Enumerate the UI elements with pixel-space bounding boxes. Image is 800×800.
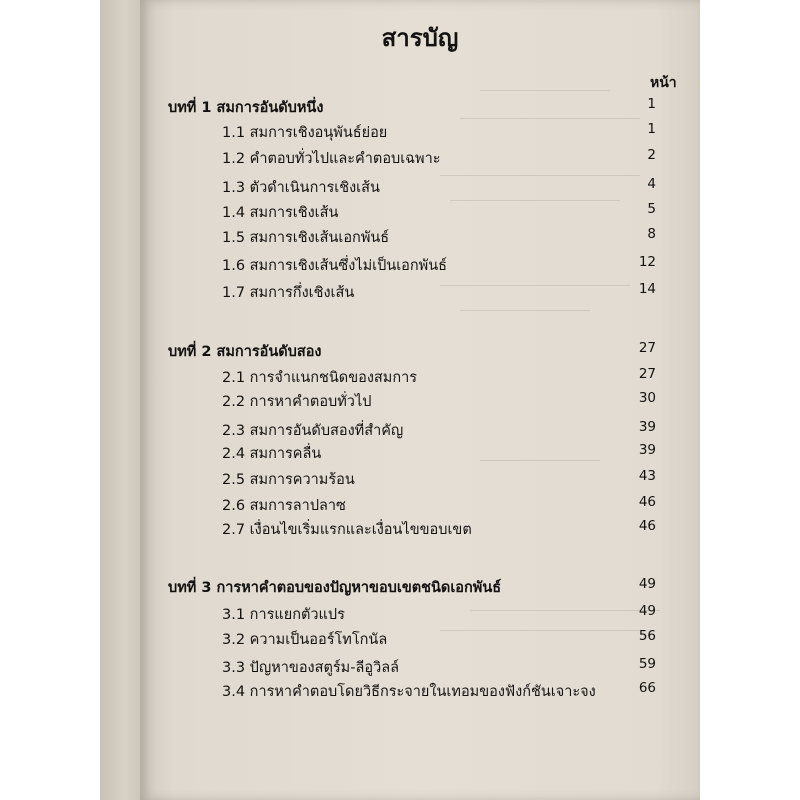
toc-label: 1.2 คำตอบทั่วไปและคำตอบเฉพาะ	[222, 151, 441, 167]
toc-label: 1.5 สมการเชิงเส้นเอกพันธ์	[222, 230, 390, 246]
show-through-line	[460, 118, 640, 119]
toc-entry	[140, 201, 700, 223]
toc-label: 2.5 สมการความร้อน	[222, 472, 355, 488]
toc-entry	[140, 340, 700, 362]
toc-page: 27	[638, 366, 656, 382]
toc-label: 2.1 การจำแนกชนิดของสมการ	[222, 370, 418, 386]
toc-label: 3.1 การแยกตัวแปร	[222, 607, 345, 623]
toc-page: 4	[647, 176, 656, 192]
toc-entry	[140, 366, 700, 388]
toc-page: 49	[638, 603, 656, 619]
toc-label: 1.6 สมการเชิงเส้นซึ่งไม่เป็นเอกพันธ์	[222, 258, 447, 274]
toc-label: 1.4 สมการเชิงเส้น	[222, 205, 339, 221]
toc-page: 1	[647, 96, 656, 112]
toc-label: 2.4 สมการคลื่น	[222, 446, 322, 462]
toc-entry	[140, 254, 700, 276]
toc-entry	[140, 603, 700, 625]
toc-label: 3.3 ปัญหาของสตูร์ม-ลีอูวิลล์	[222, 660, 399, 676]
toc-entry	[140, 518, 700, 540]
book-page	[140, 0, 700, 800]
toc-entry	[140, 226, 700, 248]
toc-entry	[140, 121, 700, 143]
toc-page: 5	[647, 201, 656, 217]
toc-entry	[140, 494, 700, 516]
toc-entry	[140, 628, 700, 650]
toc-entry	[140, 468, 700, 490]
toc-entry	[140, 390, 700, 412]
toc-label: 2.3 สมการอันดับสองที่สำคัญ	[222, 423, 404, 439]
toc-page: 2	[647, 147, 656, 163]
show-through-line	[480, 90, 610, 91]
toc-label: 2.7 เงื่อนไขเริ่มแรกและเงื่อนไขขอบเขต	[222, 522, 472, 538]
toc-page: 39	[638, 442, 656, 458]
toc-page: 46	[638, 518, 656, 534]
toc-entry	[140, 176, 700, 198]
toc-entry	[140, 281, 700, 303]
toc-page: 14	[638, 281, 656, 297]
toc-page: 12	[638, 254, 656, 270]
toc-page: 39	[638, 419, 656, 435]
toc-entry	[140, 419, 700, 441]
page-title: สารบัญ	[381, 24, 459, 52]
toc-label: 2.6 สมการลาปลาซ	[222, 498, 346, 514]
toc-label: 1.3 ตัวดำเนินการเชิงเส้น	[222, 180, 380, 196]
toc-label: บทที่ 3 การหาคำตอบของปัญหาขอบเขตชนิดเอกพันธ์	[168, 580, 502, 596]
toc-entry	[140, 656, 700, 678]
toc-label: บทที่ 2 สมการอันดับสอง	[168, 344, 322, 360]
toc-entry	[140, 442, 700, 464]
toc-page: 66	[638, 680, 656, 696]
toc-page: 1	[647, 121, 656, 137]
book-spine-edge	[100, 0, 145, 800]
toc-label: 3.2 ความเป็นออร์โทโกนัล	[222, 632, 388, 648]
toc-page: 49	[638, 576, 656, 592]
toc-page: 8	[647, 226, 656, 242]
toc-label: บทที่ 1 สมการอันดับหนึ่ง	[168, 100, 324, 116]
toc-page: 30	[638, 390, 656, 406]
toc-label: 3.4 การหาคำตอบโดยวิธีกระจายในเทอมของฟังก์ชันเจาะจง	[222, 684, 596, 700]
toc-page: 56	[638, 628, 656, 644]
toc-label: 2.2 การหาคำตอบทั่วไป	[222, 394, 372, 410]
toc-label: 1.1 สมการเชิงอนุพันธ์ย่อย	[222, 125, 388, 141]
toc-entry	[140, 576, 700, 598]
toc-entry	[140, 147, 700, 169]
toc-page: 46	[638, 494, 656, 510]
toc-entry	[140, 680, 700, 702]
show-through-line	[460, 310, 590, 311]
page-column-header: หน้า	[650, 75, 677, 91]
toc-page: 27	[638, 340, 656, 356]
toc-label: 1.7 สมการกึ่งเชิงเส้น	[222, 285, 355, 301]
toc-page: 59	[638, 656, 656, 672]
toc-page: 43	[638, 468, 656, 484]
toc-entry	[140, 96, 700, 118]
